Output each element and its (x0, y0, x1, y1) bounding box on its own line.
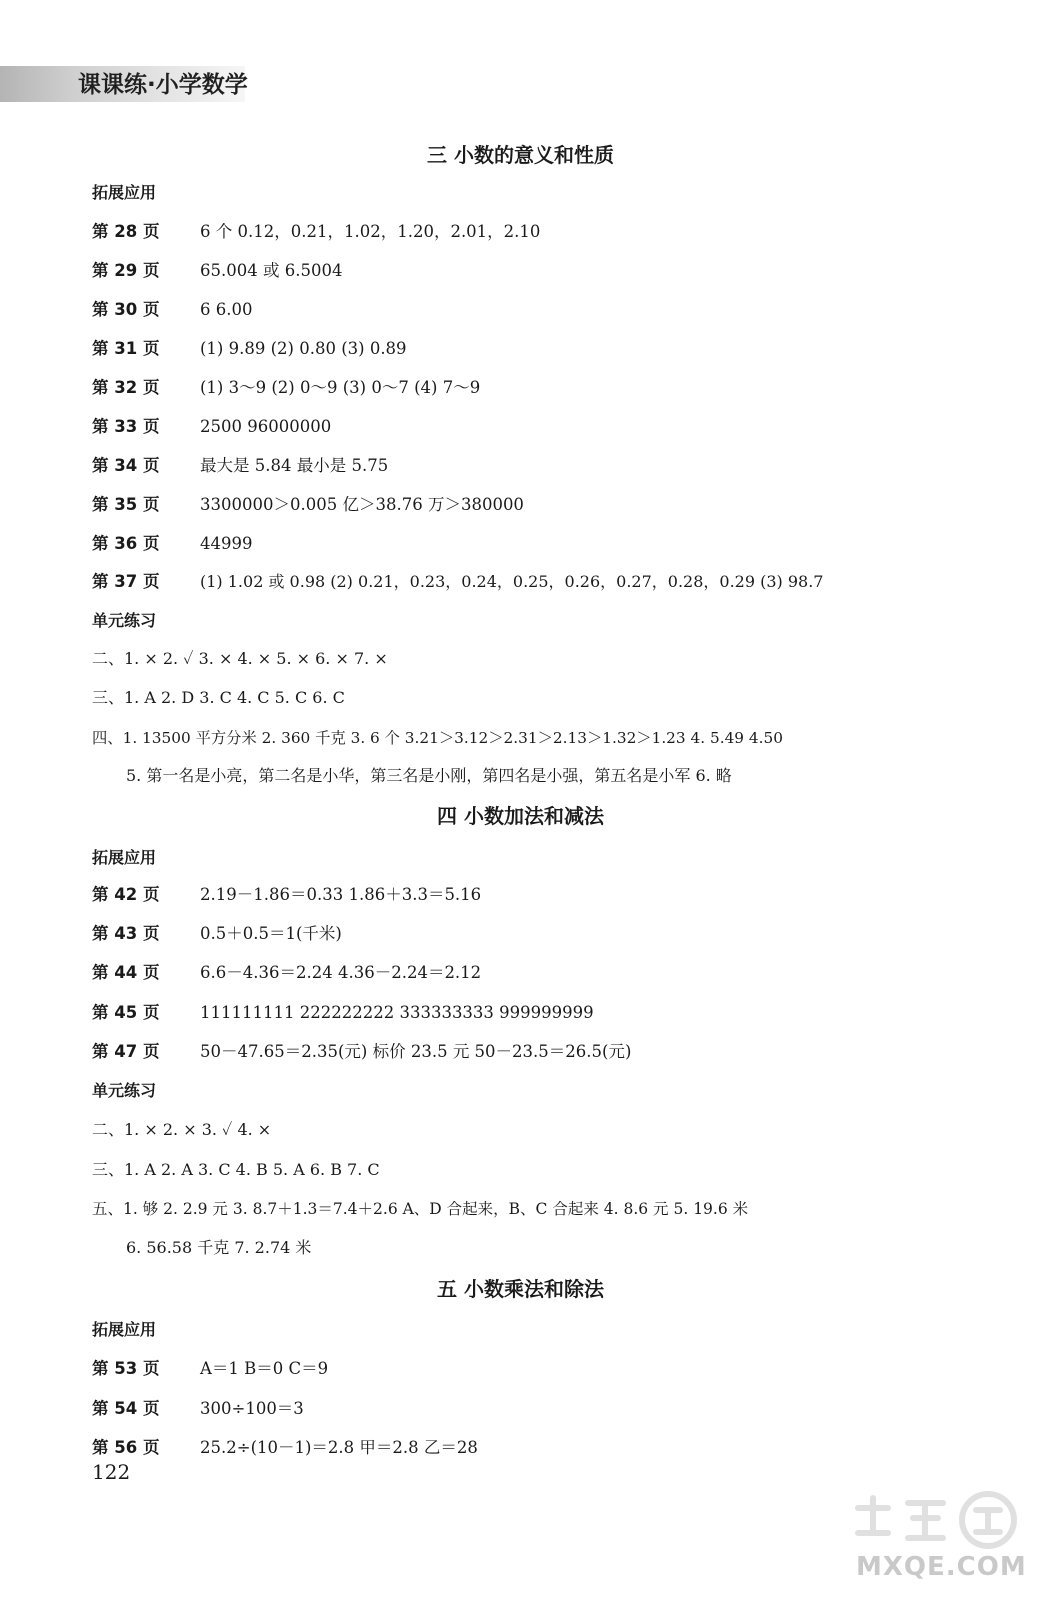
page-label: 第 47 页 (92, 1042, 160, 1061)
book-title: 课课练·小学数学 (78, 72, 248, 98)
page-label: 第 29 页 (92, 261, 160, 280)
page-label: 第 56 页 (92, 1438, 160, 1457)
answer-text: 6 6.00 (200, 300, 253, 319)
page-label: 第 43 页 (92, 924, 160, 943)
exercise-line: 二、1. × 2. × 3. ✓ 4. × (92, 1120, 272, 1139)
page-label: 第 30 页 (92, 300, 160, 319)
answer-text: 6 个 0.12，0.21，1.02，1.20，2.01，2.10 (200, 222, 541, 241)
section-title: 四 小数加法和减法 (437, 804, 604, 828)
page-label: 第 54 页 (92, 1399, 160, 1418)
subsection-heading: 拓展应用 (92, 848, 157, 867)
page-label: 第 31 页 (92, 339, 160, 358)
answer-text: 65.004 或 6.5004 (200, 261, 343, 280)
page-label: 第 44 页 (92, 963, 160, 982)
page-label: 第 45 页 (92, 1003, 160, 1022)
section-title: 五 小数乘法和除法 (437, 1277, 604, 1301)
answer-text: 0.5＋0.5＝1(千米) (200, 924, 342, 943)
subsection-heading: 拓展应用 (92, 1320, 157, 1339)
page-label: 第 36 页 (92, 534, 160, 553)
answer-text: (1) 3～9 (2) 0～9 (3) 0～7 (4) 7～9 (200, 378, 481, 397)
page-label: 第 28 页 (92, 222, 160, 241)
answer-text: 25.2÷(10－1)＝2.8 甲＝2.8 乙＝28 (200, 1438, 478, 1457)
page-label: 第 33 页 (92, 417, 160, 436)
subsection-heading: 单元练习 (92, 611, 157, 630)
page-label: 第 37 页 (92, 572, 160, 591)
exercise-line: 三、1. A 2. A 3. C 4. B 5. A 6. B 7. C (92, 1160, 380, 1179)
answer-text: 300÷100＝3 (200, 1399, 304, 1418)
exercise-line: 四、1. 13500 平方分米 2. 360 千克 3. 6 个 3.21＞3.12＞2.31＞2.13＞1.32＞1.23 4. 5.49 4.50 (92, 729, 783, 747)
subsection-heading: 拓展应用 (92, 183, 157, 202)
answer-text: 50－47.65＝2.35(元) 标价 23.5 元 50－23.5＝26.5(元) (200, 1042, 632, 1061)
answer-text: 44999 (200, 534, 253, 553)
exercise-line: 6. 56.58 千克 7. 2.74 米 (126, 1238, 312, 1257)
exercise-line: 五、1. 够 2. 2.9 元 3. 8.7＋1.3＝7.4＋2.6 A、D 合起来，B、C 合起来 4. 8.6 元 5. 19.6 米 (92, 1200, 749, 1218)
answer-text: 111111111 222222222 333333333 999999999 (200, 1003, 594, 1022)
exercise-line: 5. 第一名是小亮，第二名是小华，第三名是小刚，第四名是小强，第五名是小军 6. 略 (126, 766, 732, 785)
page-number: 122 (92, 1460, 131, 1484)
page-label: 第 53 页 (92, 1359, 160, 1378)
exercise-line: 三、1. A 2. D 3. C 4. C 5. C 6. C (92, 688, 345, 707)
page-label: 第 35 页 (92, 495, 160, 514)
subsection-heading: 单元练习 (92, 1081, 157, 1100)
answer-text: (1) 1.02 或 0.98 (2) 0.21，0.23，0.24，0.25，0.26，0.27，0.28，0.29 (3) 98.7 (200, 572, 824, 591)
exercise-line: 二、1. × 2. ✓ 3. × 4. × 5. × 6. × 7. × (92, 649, 388, 668)
answer-text: 2.19－1.86＝0.33 1.86＋3.3＝5.16 (200, 885, 482, 904)
answer-text: 3300000＞0.005 亿＞38.76 万＞380000 (200, 495, 524, 514)
page-label: 第 42 页 (92, 885, 160, 904)
answer-text: A＝1 B＝0 C＝9 (200, 1359, 329, 1378)
answer-text: (1) 9.89 (2) 0.80 (3) 0.89 (200, 339, 407, 358)
page-label: 第 32 页 (92, 378, 160, 397)
watermark-text: MXQE.COM (856, 1552, 1027, 1582)
answer-text: 最大是 5.84 最小是 5.75 (200, 456, 389, 475)
answer-text: 6.6－4.36＝2.24 4.36－2.24＝2.12 (200, 963, 482, 982)
answer-text: 2500 96000000 (200, 417, 332, 436)
page-label: 第 34 页 (92, 456, 160, 475)
section-title: 三 小数的意义和性质 (427, 143, 614, 167)
